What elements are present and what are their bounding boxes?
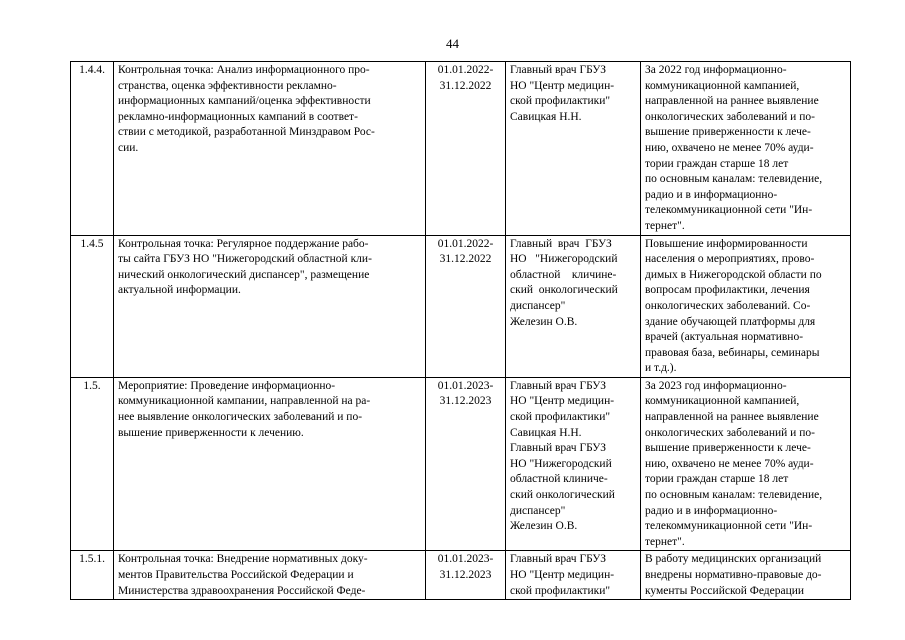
row-number-cell: 1.4.4. <box>71 62 114 236</box>
responsible-cell <box>506 377 641 551</box>
text-line: вопросам профилактики, лечения <box>645 284 810 297</box>
text-line: радио и в информационно- <box>645 188 778 201</box>
text-line: ты сайта ГБУЗ НО "Нижегородский областной кли- <box>118 253 372 266</box>
text-line: онкологических заболеваний. Со- <box>645 299 811 312</box>
row-number-cell: 1.5.1. <box>71 551 114 600</box>
text-line: по основным каналам: телевидение, <box>645 489 823 502</box>
text-line: сии. <box>118 141 139 154</box>
table-row <box>71 235 851 377</box>
text-line: Савицкая Н.Н. <box>510 110 582 123</box>
responsible-cell <box>506 62 641 236</box>
text-line: странства, оценка эффективности рекламно- <box>118 79 337 92</box>
table-row <box>71 377 851 551</box>
text-line: Мероприятие: Проведение информационно- <box>118 379 336 392</box>
plan-table <box>70 61 851 600</box>
table-row <box>71 62 851 236</box>
text-line: коммуникационной кампанией, <box>645 395 800 408</box>
result-cell <box>641 551 851 600</box>
text-line: тернет". <box>645 219 685 232</box>
text-line: ский онкологический <box>510 489 615 502</box>
text-line: 31.12.2023 <box>439 569 492 581</box>
text-line: направленной на раннее выявление <box>645 411 819 424</box>
page-number: 44 <box>446 36 459 51</box>
text-line: ской профилактики" <box>510 584 611 597</box>
text-line: вышение приверженности к лече- <box>645 442 811 455</box>
text-line: вышение приверженности к лечению. <box>118 426 304 439</box>
result-cell <box>641 235 851 377</box>
description-cell <box>114 62 426 236</box>
text-line: областной кличине- <box>510 268 617 281</box>
text-line: онкологических заболеваний и по- <box>645 426 815 439</box>
row-number-cell: 1.4.5 <box>71 235 114 377</box>
text-line: тории граждан старше 18 лет <box>645 473 789 486</box>
text-line: За 2022 год информационно- <box>645 64 787 76</box>
text-line: НО "Нижегородский <box>510 457 612 470</box>
text-line: рекламно-информационных кампаний в соответ- <box>118 110 358 123</box>
text-line: НО "Центр медицин- <box>510 79 615 92</box>
text-line: Главный врач ГБУЗ <box>510 379 607 392</box>
text-line: НО "Центр медицин- <box>510 569 615 581</box>
text-line: онкологических заболеваний и по- <box>645 110 815 123</box>
description-cell <box>114 377 426 551</box>
text-line: населения о мероприятиях, прово- <box>645 253 815 266</box>
text-line: ментов Правительства Российской Федерации и <box>118 569 354 581</box>
text-line: Савицкая Н.Н. <box>510 426 582 439</box>
text-line: 31.12.2023 <box>439 395 492 408</box>
text-line: Главный врач ГБУЗ <box>510 553 607 566</box>
text-line: врачей (актуальная нормативно- <box>645 331 804 344</box>
text-line: ский онкологический <box>510 284 618 297</box>
text-line: телекоммуникационной сети "Ин- <box>645 520 813 533</box>
text-line: В работу медицинских организаций <box>645 553 822 566</box>
text-line: телекоммуникационной сети "Ин- <box>645 204 813 217</box>
text-line: Железин О.В. <box>510 520 578 533</box>
text-line: За 2023 год информационно- <box>645 379 787 392</box>
result-cell <box>641 377 851 551</box>
text-line: Главный врач ГБУЗ <box>510 64 607 76</box>
dates-cell <box>426 62 506 236</box>
responsible-cell <box>506 235 641 377</box>
text-line: коммуникационной кампанией, <box>645 79 800 92</box>
text-line: направленной на раннее выявление <box>645 95 819 108</box>
text-line: 01.01.2022- <box>437 237 494 250</box>
text-line: нию, охвачено не менее 70% ауди- <box>645 141 814 154</box>
text-line: 01.01.2022- <box>437 64 494 76</box>
text-line: Министерства здравоохранения Российской Феде- <box>118 584 366 597</box>
text-line: ской профилактики" <box>510 411 611 424</box>
text-line: диспансер" <box>510 504 566 517</box>
result-cell <box>641 62 851 236</box>
text-line: вышение приверженности к лече- <box>645 126 811 139</box>
text-line: радио и в информационно- <box>645 504 778 517</box>
text-line: Железин О.В. <box>510 315 578 328</box>
text-line: нее выявление онкологических заболеваний и по- <box>118 411 363 424</box>
text-line: нию, охвачено не менее 70% ауди- <box>645 457 814 470</box>
text-line: 01.01.2023- <box>437 379 494 392</box>
text-line: областной клиниче- <box>510 473 608 486</box>
text-line: кументы Российской Федерации <box>645 584 805 597</box>
text-line: Главный врач ГБУЗ <box>510 442 607 455</box>
text-line: ской профилактики" <box>510 95 611 108</box>
text-line: 01.01.2023- <box>437 553 494 566</box>
responsible-cell <box>506 551 641 600</box>
text-line: Контрольная точка: Регулярное поддержание рабо- <box>118 237 369 250</box>
text-line: и т.д.). <box>645 362 677 375</box>
description-cell <box>114 235 426 377</box>
text-line: тернет". <box>645 535 685 548</box>
text-line: 31.12.2022 <box>439 79 492 92</box>
text-line: Контрольная точка: Анализ информационного про- <box>118 64 370 76</box>
text-line: 31.12.2022 <box>439 253 492 266</box>
text-line: Контрольная точка: Внедрение нормативных доку- <box>118 553 368 566</box>
dates-cell <box>426 551 506 600</box>
text-line: здание обучающей платформы для <box>645 315 816 328</box>
text-line: НО "Центр медицин- <box>510 395 615 408</box>
text-line: Повышение информированности <box>645 237 808 250</box>
text-line: Главный врач ГБУЗ <box>510 237 612 250</box>
text-line: ствии с методикой, разработанной Минздравом Рос- <box>118 126 375 139</box>
text-line: димых в Нижегородской области по <box>645 268 822 281</box>
text-line: НО "Нижегородский <box>510 253 618 266</box>
dates-cell <box>426 377 506 551</box>
table-row <box>71 551 851 600</box>
description-cell <box>114 551 426 600</box>
text-line: нический онкологический диспансер", размещение <box>118 268 370 281</box>
text-line: тории граждан старше 18 лет <box>645 157 789 170</box>
text-line: по основным каналам: телевидение, <box>645 173 823 186</box>
row-number-cell: 1.5. <box>71 377 114 551</box>
text-line: информационных кампаний/оценка эффективности <box>118 95 371 108</box>
text-line: актуальной информации. <box>118 284 241 297</box>
dates-cell <box>426 235 506 377</box>
text-line: внедрены нормативно-правовые до- <box>645 569 822 581</box>
text-line: коммуникационной кампании, направленной на ра- <box>118 395 371 408</box>
text-line: диспансер" <box>510 299 566 312</box>
text-line: правовая база, вебинары, семинары <box>645 346 820 359</box>
